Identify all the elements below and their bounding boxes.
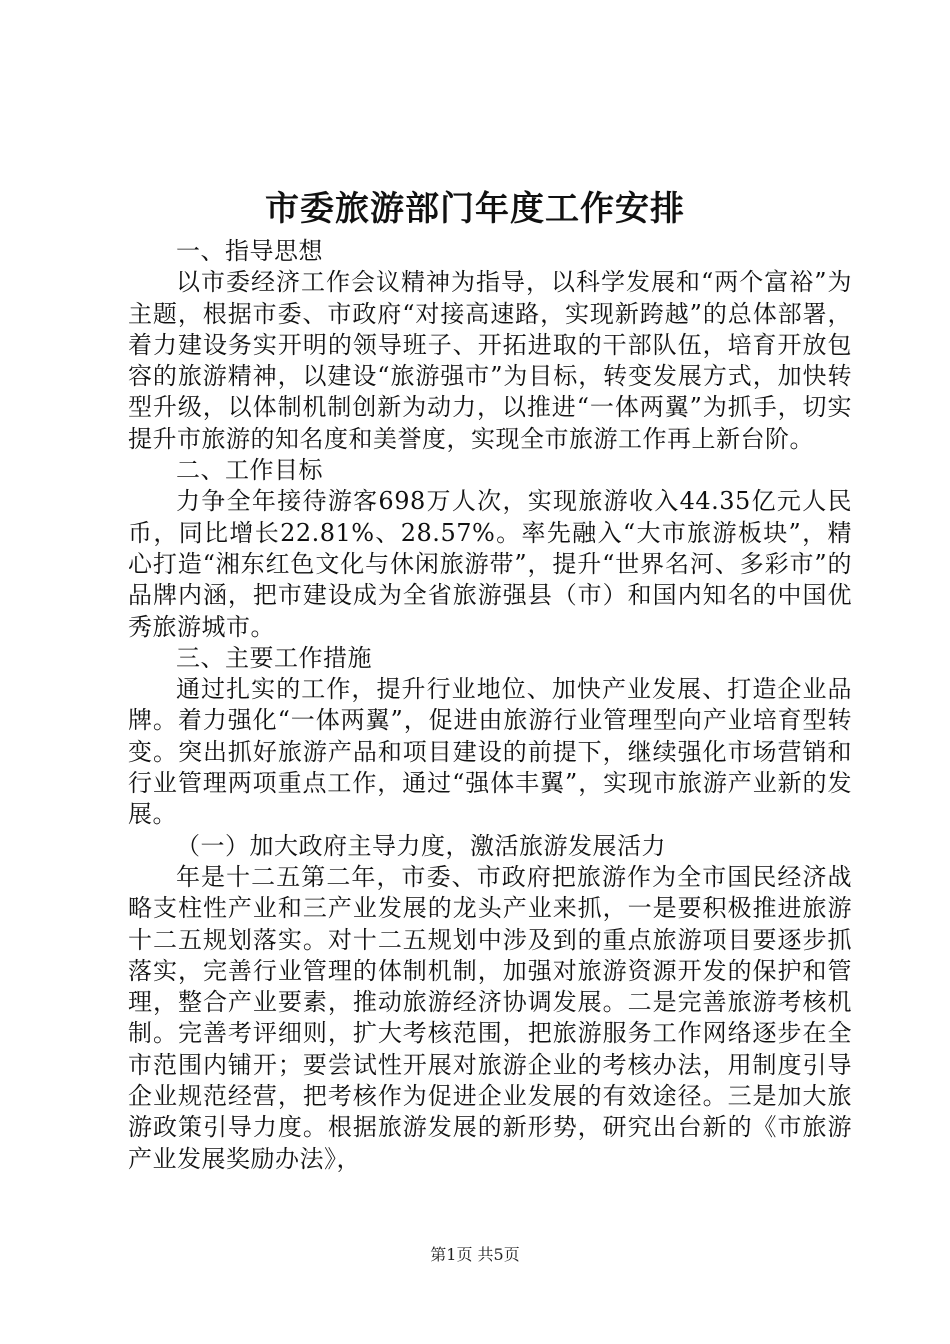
document-title: 市委旅游部门年度工作安排 xyxy=(265,189,685,229)
paragraph-main-measures: 通过扎实的工作，提升行业地位、加快产业发展、打造企业品牌。着力强化“一体两翼”，促进由旅游行业管理型向产业培育型转变。突出抓好旅游产品和项目建设的前提下，继续强化市场营销和行业管理两项重点工作，通过“强体丰翼”，实现市旅游产业新的发展。 xyxy=(128,675,852,829)
section-heading-main-measures: 三、主要工作措施 xyxy=(176,643,372,672)
subsection-heading-government-lead: （一）加大政府主导力度，激活旅游发展活力 xyxy=(176,831,666,860)
paragraph-government-lead: 年是十二五第二年，市委、市政府把旅游作为全市国民经济战略支柱性产业和三产业发展的龙头产业来抓，一是要积极推进旅游十二五规划落实。对十二五规划中涉及到的重点旅游项目要逐步抓落实，完善行业管理的体制机制，加强对旅游资源开发的保护和管理，整合产业要素，推动旅游经济协调发展。二是完善旅游考核机制。完善考评细则，扩大考核范围，把旅游服务工作网络逐步在全市范围内铺开；要尝试性开展对旅游企业的考核办法，用制度引导企业规范经营，把考核作为促进企业发展的有效途径。三是加大旅游政策引导力度。根据旅游发展的新形势，研究出台新的《市旅游产业发展奖励办法》， xyxy=(128,862,852,1173)
paragraph-work-goals: 力争全年接待游客698万人次，实现旅游收入44.35亿元人民币，同比增长22.81%、28.57%。率先融入“大市旅游板块”，精心打造“湘东红色文化与休闲旅游带”，提升“世界名河、多彩市”的品牌内涵，把市建设成为全省旅游强县（市）和国内知名的中国优秀旅游城市。 xyxy=(128,487,852,641)
section-heading-guiding-ideology: 一、指导思想 xyxy=(176,237,323,265)
page-footer: 第1页 共5页 xyxy=(430,1245,520,1264)
paragraph-guiding-ideology: 以市委经济工作会议精神为指导，以科学发展和“两个富裕”为主题，根据市委、市政府“对接高速路，实现新跨越”的总体部署，着力建设务实开明的领导班子、开拓进取的干部队伍，培育开放包容的旅游精神，以建设“旅游强市”为目标，转变发展方式，加快转型升级，以体制机制创新为动力，以推进“一体两翼”为抓手，切实提升市旅游的知名度和美誉度，实现全市旅游工作再上新台阶。 xyxy=(128,268,852,453)
document-body xyxy=(128,236,852,1175)
section-heading-work-goals: 二、工作目标 xyxy=(176,456,323,485)
